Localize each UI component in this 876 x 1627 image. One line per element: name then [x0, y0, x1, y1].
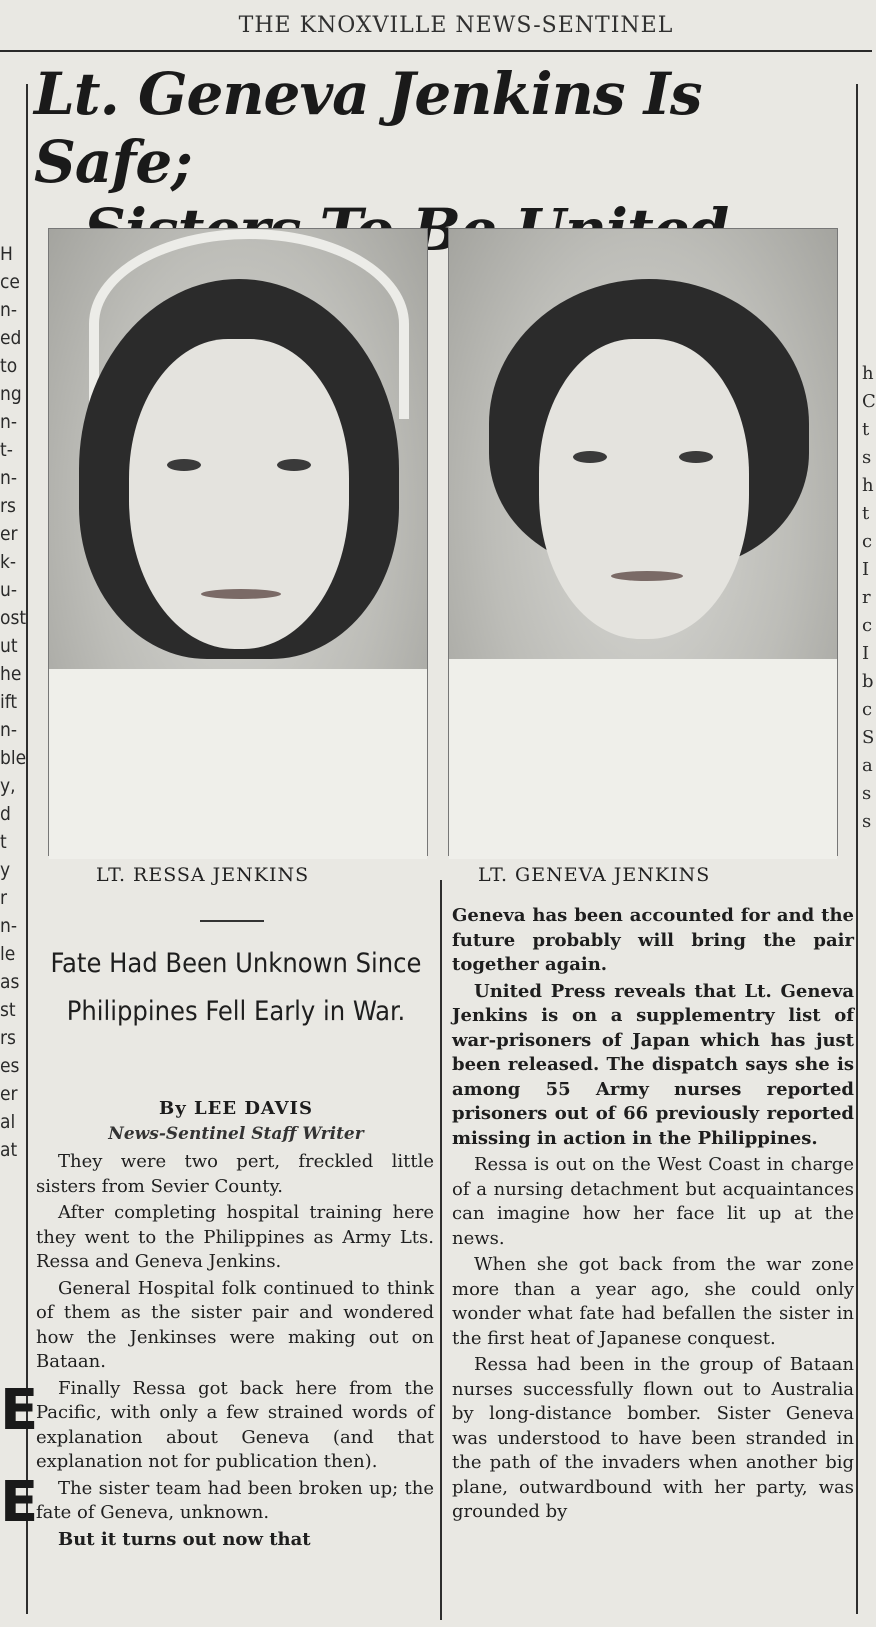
photo-geneva-jenkins	[448, 228, 838, 856]
adjacent-headline-fragment: E	[0, 1470, 39, 1535]
edge-text-fragment: h	[862, 475, 874, 496]
edge-text-fragment: h	[862, 363, 874, 384]
paragraph: General Hospital folk continued to think of them as the sister pair and wondered how the Jenkinses were making out on Bataan.	[36, 1277, 434, 1372]
mouth	[611, 571, 683, 581]
edge-text-fragment: ng	[0, 383, 22, 405]
section-divider	[200, 920, 264, 922]
adjacent-headline-fragment: E	[0, 1378, 39, 1443]
edge-text-fragment: k-	[0, 551, 17, 573]
center-column-rule	[440, 880, 442, 1620]
paragraph: When she got back from the war zone more than a year ago, she could only wonder what fate had befallen the sister in the first heat of Japanese conquest.	[452, 1254, 854, 1349]
paragraph: Finally Ressa got back here from the Pacific, with only a few strained words of explanation about Geneva (and that explanation not for publication then).	[36, 1377, 434, 1472]
edge-text-fragment: ble	[0, 747, 27, 769]
edge-text-fragment: at	[0, 1139, 18, 1161]
edge-text-fragment: u-	[0, 579, 18, 601]
edge-text-fragment: ed	[0, 327, 22, 349]
subheadline: Fate Had Been Unknown Since Philippines Fell Early in War.	[50, 948, 422, 1027]
edge-text-fragment: I	[862, 643, 870, 664]
paragraph: United Press reveals that Lt. Geneva Jenkins is on a supplementry list of war-prisoners of Japan which has just been released. The dispatch says she is among 55 Army nurses reported prisoners out of 66 previously reported missing in action in the Philippines.	[452, 980, 854, 1149]
eye	[573, 451, 607, 463]
edge-text-fragment: S	[862, 727, 875, 748]
edge-text-fragment: b	[862, 671, 874, 692]
right-column-rule	[856, 84, 858, 1614]
edge-text-fragment: he	[0, 663, 22, 685]
edge-text-fragment: C	[862, 391, 876, 412]
edge-text-fragment: le	[0, 943, 16, 965]
paragraph: The sister team had been broken up; the fate of Geneva, unknown.	[36, 1477, 434, 1523]
edge-text-fragment: rs	[0, 1027, 16, 1049]
uniform-collar	[449, 659, 837, 859]
edge-text-fragment: n-	[0, 467, 18, 489]
adjacent-column-fragment-left	[0, 240, 26, 1164]
edge-text-fragment: ost	[0, 607, 27, 629]
paragraph: They were two pert, freckled little sisters from Sevier County.	[36, 1151, 434, 1197]
edge-text-fragment: s	[862, 447, 872, 468]
headline-line-1: Lt. Geneva Jenkins Is Safe;	[34, 60, 702, 196]
edge-text-fragment: t-	[0, 439, 13, 461]
edge-text-fragment: c	[862, 615, 873, 636]
edge-text-fragment: c	[862, 531, 873, 552]
edge-text-fragment: n-	[0, 915, 18, 937]
paragraph: Ressa had been in the group of Bataan nurses successfully flown out to Australia by long-distance bomber. Sister Geneva was understood to have been stranded in the path of the invaders when another big plane, outwardbound with her party, was grounded by	[452, 1354, 854, 1522]
edge-text-fragment: t	[862, 503, 870, 524]
edge-text-fragment: a	[862, 755, 873, 776]
adjacent-column-fragment-right	[862, 360, 876, 836]
edge-text-fragment: n-	[0, 299, 18, 321]
edge-text-fragment: ut	[0, 635, 18, 657]
edge-text-fragment: es	[0, 1055, 20, 1077]
eye	[277, 459, 311, 471]
edge-text-fragment: to	[0, 355, 18, 377]
edge-text-fragment: as	[0, 971, 20, 993]
byline-credit: News-Sentinel Staff Writer	[108, 1124, 364, 1144]
edge-text-fragment: r	[862, 587, 871, 608]
photo-ressa-jenkins	[48, 228, 428, 856]
edge-text-fragment: r	[0, 887, 8, 909]
edge-text-fragment: ce	[0, 271, 20, 293]
edge-text-fragment: y,	[0, 775, 16, 797]
edge-text-fragment: c	[862, 699, 873, 720]
paragraph: Geneva has been accounted for and the future probably will bring the pair together again.	[452, 905, 854, 975]
edge-text-fragment: y	[0, 859, 11, 881]
paragraph: Ressa is out on the West Coast in charge of a nursing detachment but acquaintances can imagine how her face lit up at the news.	[452, 1154, 854, 1249]
caption-ressa: LT. RESSA JENKINS	[96, 864, 310, 886]
mouth	[201, 589, 281, 599]
edge-text-fragment: H	[0, 243, 13, 265]
edge-text-fragment: I	[862, 559, 870, 580]
paragraph: But it turns out now that	[58, 1528, 311, 1550]
edge-text-fragment: ift	[0, 691, 18, 713]
edge-text-fragment: s	[862, 811, 872, 832]
edge-text-fragment: st	[0, 999, 16, 1021]
caption-geneva: LT. GENEVA JENKINS	[478, 864, 711, 886]
edge-text-fragment: t	[862, 419, 870, 440]
edge-text-fragment: n-	[0, 411, 18, 433]
paragraph: After completing hospital training here they went to the Philippines as Army Lts. Ressa and Geneva Jenkins.	[36, 1202, 434, 1272]
face	[129, 339, 349, 649]
article-column-right	[452, 904, 854, 1527]
edge-text-fragment: s	[862, 783, 872, 804]
edge-text-fragment: er	[0, 523, 18, 545]
edge-text-fragment: er	[0, 1083, 18, 1105]
masthead: THE KNOXVILLE NEWS-SENTINEL	[0, 0, 872, 52]
edge-text-fragment: d	[0, 803, 11, 825]
edge-text-fragment: t	[0, 831, 7, 853]
eye	[679, 451, 713, 463]
eye	[167, 459, 201, 471]
byline: By LEE DAVIS	[159, 1098, 313, 1119]
uniform-collar	[49, 669, 427, 859]
article-column-left	[36, 1150, 434, 1554]
edge-text-fragment: rs	[0, 495, 16, 517]
edge-text-fragment: n-	[0, 719, 18, 741]
edge-text-fragment: al	[0, 1111, 16, 1133]
face	[539, 339, 749, 639]
